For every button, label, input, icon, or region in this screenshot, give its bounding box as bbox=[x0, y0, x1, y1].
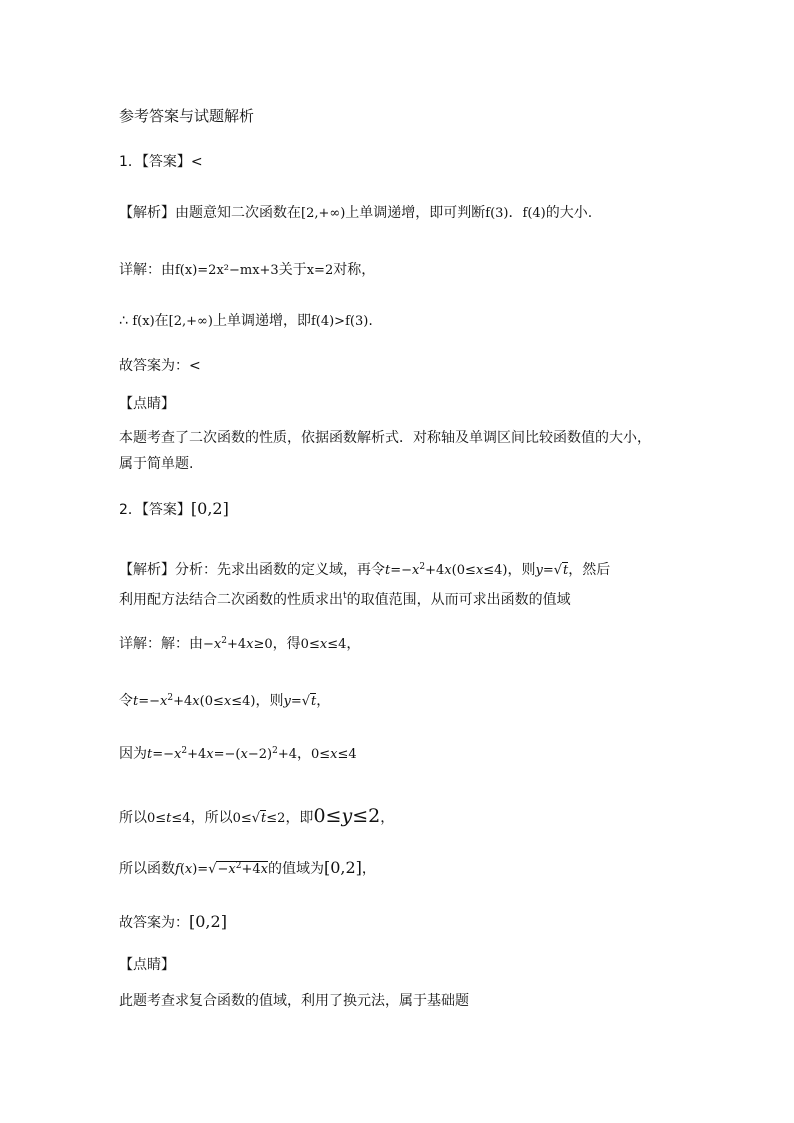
q2-answer-tag: 【答案】 bbox=[141, 502, 191, 518]
q2-analysis-line-1 bbox=[119, 560, 610, 581]
q2-step3-text-a: 因为 bbox=[119, 746, 147, 762]
q2-step2-text-c: ， bbox=[316, 693, 331, 709]
q1-analysis-math-f4: f(4) bbox=[522, 206, 546, 221]
q2-step3-text-b: ， bbox=[296, 746, 311, 762]
q2-step2-text-a: 令 bbox=[119, 693, 133, 709]
q2-step1-math-1: $-x^2+4x\ge 0$ bbox=[203, 636, 273, 652]
q2-number: 2． bbox=[119, 502, 142, 518]
q2-step3-math-1: $t=-x^2+4x=-(x-2)^2+4$ bbox=[147, 746, 297, 762]
q1-conclusion-math-inequality: f(4)>f(3) bbox=[310, 314, 369, 329]
q2-step4-text-d: ， bbox=[380, 810, 395, 826]
q2-step1-text-c: ， bbox=[346, 636, 361, 652]
q1-answer: < bbox=[190, 154, 203, 170]
q2-step2-math-2: y=√t bbox=[283, 694, 317, 709]
q1-answer-line bbox=[119, 152, 203, 172]
q2-step4-line bbox=[119, 806, 394, 829]
q1-answer-tag: 【答案】 bbox=[141, 154, 191, 170]
q2-analysis-math-y: y=√t bbox=[535, 563, 569, 578]
q1-final-answer: < bbox=[189, 358, 201, 374]
q2-analysis-text-b: ，则 bbox=[507, 562, 536, 578]
q2-analysis-math-sub: $t=-x^2+4x(0\le x\le 4)$ bbox=[385, 562, 508, 578]
q1-conclusion-text-b: 上单调递增，即 bbox=[212, 313, 311, 329]
q2-step5-text-a: 所以函数 bbox=[119, 861, 175, 877]
q1-conclusion-line bbox=[119, 311, 373, 332]
q1-final-label: 故答案为： bbox=[119, 358, 189, 374]
q2-step4-math-3: 0≤y≤2 bbox=[313, 805, 381, 827]
q1-analysis-tag: 【解析】 bbox=[119, 205, 175, 221]
q1-point-line-2: 属于简单题. bbox=[119, 456, 194, 472]
q1-detail-line bbox=[119, 260, 375, 281]
q2-step4-math-2: 0≤√t≤2 bbox=[232, 811, 286, 826]
q2-step5-text-c: ， bbox=[361, 861, 376, 877]
q2-step4-math-1: 0≤t≤4 bbox=[147, 811, 191, 826]
q2-step5-text-b: 的值域为 bbox=[267, 861, 324, 877]
q2-point-tag: 【点睛】 bbox=[119, 957, 175, 973]
q1-number: 1． bbox=[119, 154, 142, 170]
q2-point-line-1: 此题考查求复合函数的值域，利用了换元法，属于基础题 bbox=[119, 993, 469, 1009]
q2-analysis-text-c: ，然后 bbox=[568, 562, 611, 578]
q2-step3-line bbox=[119, 744, 357, 765]
q2-step2-math-1: $t=-x^2+4x(0\le x\le 4)$ bbox=[133, 693, 256, 709]
q1-conclusion-text-c: . bbox=[368, 313, 373, 329]
q1-analysis-text-b: 上单调递增，即可判断 bbox=[345, 205, 486, 221]
q2-step3-math-2: 0≤x≤4 bbox=[310, 747, 357, 762]
q2-step4-text-b: ，所以 bbox=[190, 810, 233, 826]
q2-step1-text-a: 详解：解：由 bbox=[119, 636, 203, 652]
q2-step5-math-2: [0,2] bbox=[323, 858, 362, 877]
q2-step5-line bbox=[119, 858, 376, 880]
q2-step5-math-1: $f(x)=√-x^2+4x$ bbox=[175, 861, 268, 877]
q1-conclusion-math-fx: f(x) bbox=[132, 314, 155, 329]
q1-conclusion-math-interval: [2,+∞) bbox=[168, 314, 213, 329]
q1-analysis-line bbox=[119, 203, 592, 224]
q1-detail-math-axis: x=2 bbox=[306, 263, 334, 278]
q2-step4-text-c: ，即 bbox=[285, 810, 314, 826]
q2-analysis-line2-b: 的取值范围，从而可求出函数的值域 bbox=[346, 592, 571, 608]
q2-answer-math: [0,2] bbox=[190, 499, 229, 518]
q2-final-answer: [0,2] bbox=[189, 912, 227, 931]
q2-step1-math-2: 0≤x≤4 bbox=[300, 637, 347, 652]
q1-analysis-math-f3: f(3) bbox=[485, 206, 509, 221]
q2-answer-line bbox=[119, 499, 229, 520]
q1-detail-text-b: 关于 bbox=[278, 262, 307, 278]
q2-analysis-line2-t: t bbox=[343, 591, 347, 601]
doc-title: 参考答案与试题解析 bbox=[119, 107, 255, 125]
q2-analysis-tag: 【解析】 bbox=[119, 562, 175, 578]
q1-detail-text-c: 对称， bbox=[333, 262, 376, 278]
therefore-symbol: ∴ bbox=[119, 313, 128, 329]
q2-step1-line bbox=[119, 634, 360, 655]
q1-analysis-math-interval: [2,+∞) bbox=[301, 206, 346, 221]
q2-analysis-line-2 bbox=[119, 586, 571, 610]
q1-point-line-1: 本题考查了二次函数的性质，依据函数解析式．对称轴及单调区间比较函数值的大小， bbox=[119, 430, 651, 446]
q2-analysis-text-a: 分析：先求出函数的定义域，再令 bbox=[175, 562, 385, 578]
q2-final-label: 故答案为： bbox=[119, 915, 189, 931]
q1-analysis-text-a: 由题意知二次函数在 bbox=[175, 205, 301, 221]
q1-analysis-text-d: 的大小. bbox=[545, 205, 593, 221]
q1-conclusion-text-a: 在 bbox=[154, 313, 169, 329]
q2-step2-line bbox=[119, 691, 330, 712]
q2-analysis-line2-a: 利用配方法结合二次函数的性质求出 bbox=[119, 592, 343, 608]
q1-final-line bbox=[119, 356, 201, 376]
q1-detail-math-function: f(x)=2x²−mx+3 bbox=[175, 263, 279, 278]
q1-analysis-text-c: ． bbox=[508, 205, 523, 221]
q1-detail-text-a: 详解：由 bbox=[119, 262, 175, 278]
q2-step2-text-b: ，则 bbox=[255, 693, 284, 709]
q1-point-tag: 【点睛】 bbox=[119, 396, 175, 412]
q2-final-line bbox=[119, 912, 227, 933]
q2-step4-text-a: 所以 bbox=[119, 810, 147, 826]
q2-step1-text-b: ，得 bbox=[272, 636, 301, 652]
